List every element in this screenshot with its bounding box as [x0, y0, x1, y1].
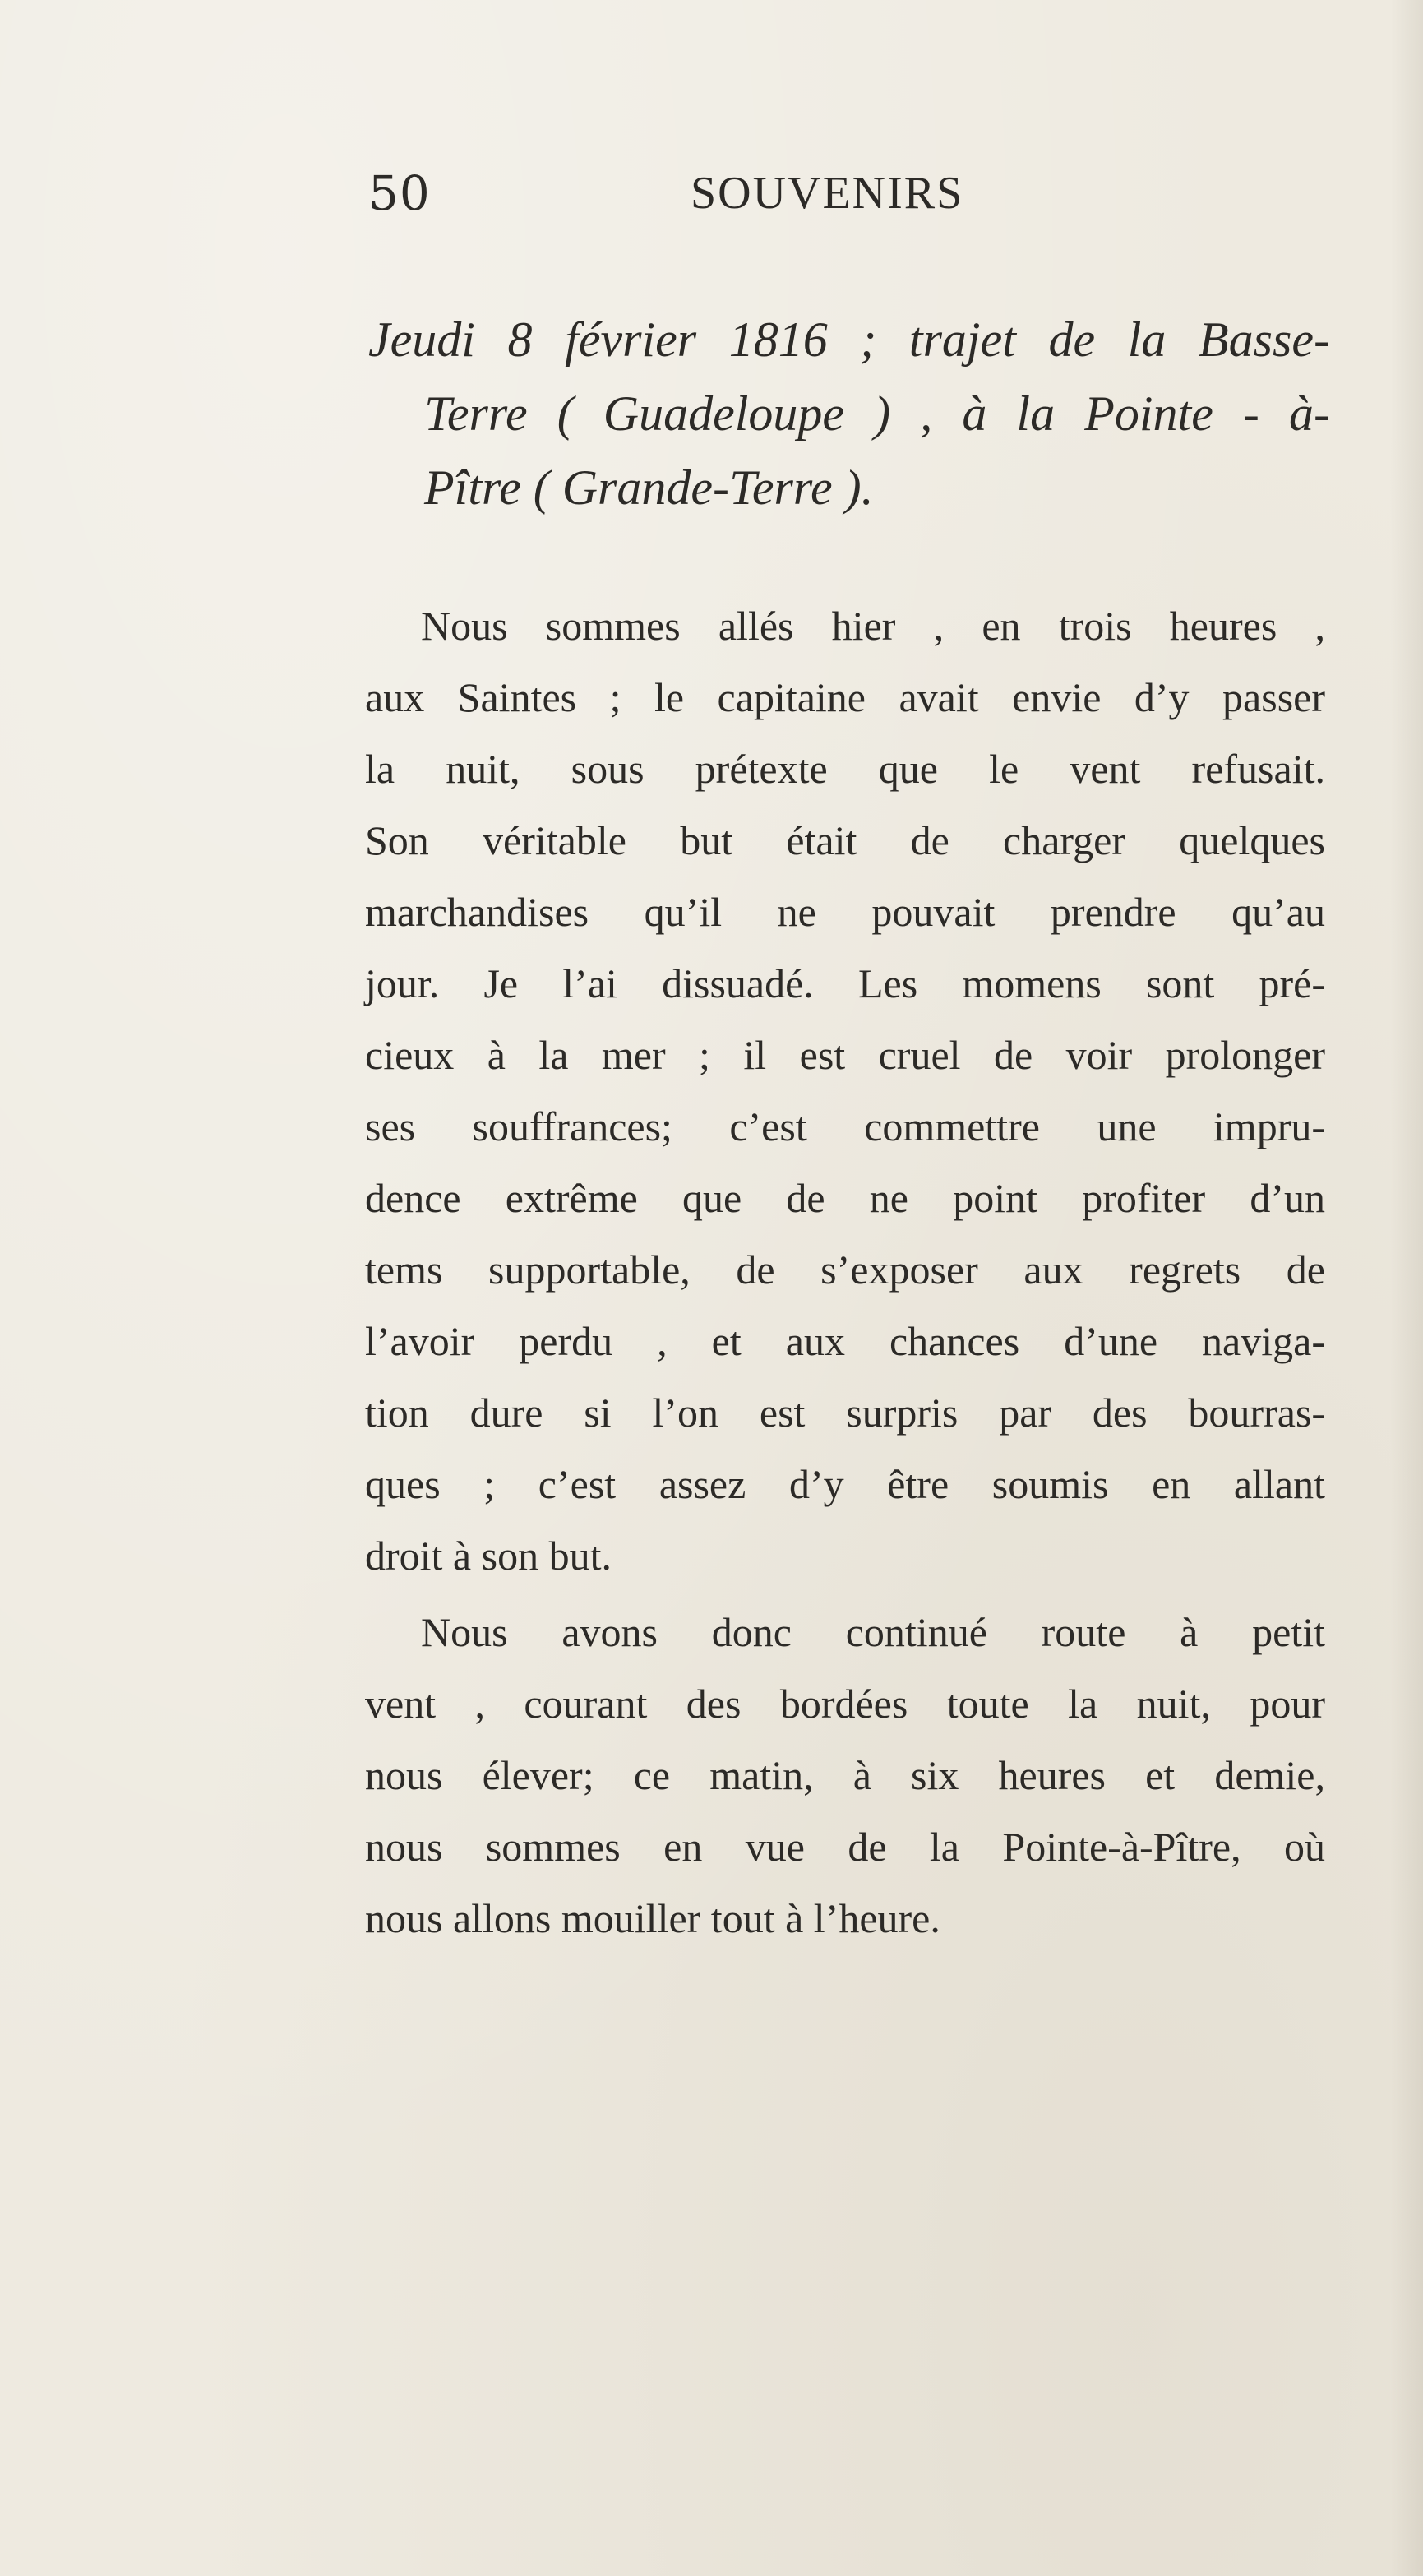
- entry-heading: [368, 303, 1330, 525]
- text-line: jour. Je l’ai dissuadé. Les momens sont pré-: [365, 960, 1325, 1006]
- text-line: Nous avons donc continué route à petit: [421, 1609, 1325, 1655]
- paragraph-1: [365, 590, 1325, 1592]
- text-line: cieux à la mer ; il est cruel de voir prolonger: [365, 1032, 1325, 1078]
- text-line: Nous sommes allés hier , en trois heures ,: [421, 603, 1325, 649]
- text-line: la nuit, sous prétexte que le vent refusait.: [365, 746, 1325, 792]
- heading-line: Jeudi 8 février 1816 ; trajet de la Basse-: [368, 312, 1330, 367]
- page-edge-shadow: [1390, 0, 1423, 2576]
- text-line: nous élever; ce matin, à six heures et demie,: [365, 1752, 1325, 1798]
- text-line: nous allons mouiller tout à l’heure.: [365, 1895, 940, 1941]
- text-line: droit à son but.: [365, 1533, 612, 1579]
- text-line: vent , courant des bordées toute la nuit, pour: [365, 1681, 1325, 1727]
- text-line: marchandises qu’il ne pouvait prendre qu’au: [365, 889, 1325, 935]
- paragraph-2: [365, 1597, 1325, 1954]
- text-line: tion dure si l’on est surpris par des bourras-: [365, 1390, 1325, 1436]
- page-number: 50: [368, 165, 431, 221]
- text-line: ses souffrances; c’est commettre une impru-: [365, 1103, 1325, 1149]
- text-line: dence extrême que de ne point profiter d’un: [365, 1175, 1325, 1221]
- heading-line: Pître ( Grande-Terre ).: [424, 460, 874, 515]
- running-title: SOUVENIRS: [691, 168, 964, 219]
- body-text: [365, 590, 1325, 1959]
- text-line: nous sommes en vue de la Pointe-à-Pître, où: [365, 1824, 1325, 1870]
- running-head: [368, 160, 1051, 226]
- text-line: Son véritable but était de charger quelques: [365, 817, 1325, 863]
- heading-line: Terre ( Guadeloupe ) , à la Pointe - à-: [424, 386, 1330, 441]
- text-line: aux Saintes ; le capitaine avait envie d’y passer: [365, 674, 1325, 720]
- text-line: tems supportable, de s’exposer aux regrets de: [365, 1246, 1325, 1293]
- text-line: l’avoir perdu , et aux chances d’une naviga-: [365, 1318, 1325, 1364]
- text-line: ques ; c’est assez d’y être soumis en allant: [365, 1461, 1325, 1507]
